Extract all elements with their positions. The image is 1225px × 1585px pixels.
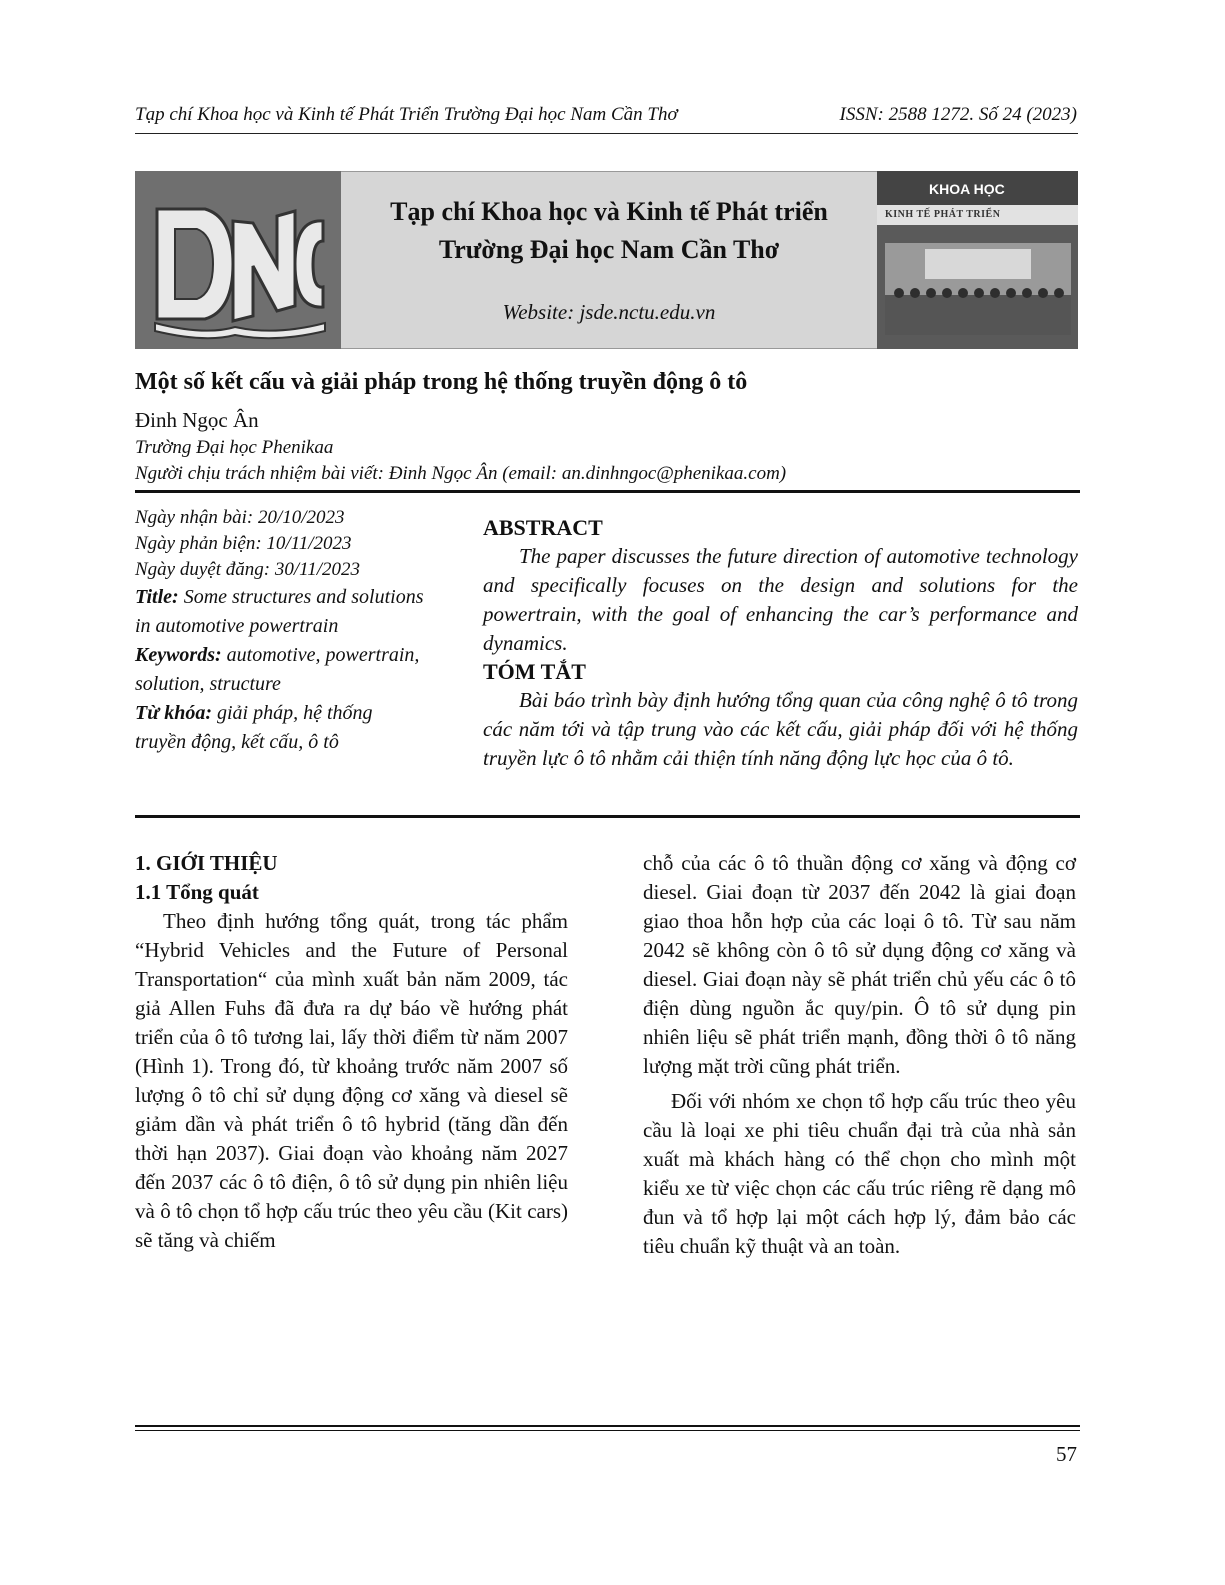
article-metadata	[135, 505, 425, 757]
footer-rule-thin	[135, 1430, 1080, 1431]
abstract-section	[483, 514, 1078, 773]
english-title-value: Some structures and solutions in automotive powertrain	[135, 586, 424, 637]
corresponding-author: Người chịu trách nhiệm bài viết: Đinh Ngọc Ân (email: an.dinhngoc@phenikaa.com)	[135, 463, 787, 484]
english-title	[135, 583, 425, 641]
group-photo-icon	[885, 243, 1071, 335]
english-title-label: Title:	[135, 586, 179, 608]
keywords	[135, 641, 425, 699]
cover-subtitle: KINH TẾ PHÁT TRIỂN	[877, 205, 1078, 225]
page-number: 57	[1056, 1442, 1077, 1466]
body-column-right	[643, 849, 1076, 1261]
running-header-left: Tạp chí Khoa học và Kinh tế Phát Triển Trường Đại học Nam Cần Thơ	[135, 104, 678, 125]
cover-title: KHOA HỌC	[877, 171, 1078, 205]
tu-khoa	[135, 699, 425, 757]
article-affiliation: Trường Đại học Phenikaa	[135, 437, 334, 458]
dnc-logo-icon	[135, 171, 341, 349]
tom-tat-text: Bài báo trình bày định hướng tổng quan của công nghệ ô tô trong các năm tới và tập trung vào các kết cấu, giải pháp đối với hệ thống truyền lực ô tô nhằm cải thiện tính năng động lực học của ô tô.	[483, 688, 1078, 770]
body-paragraph: Đối với nhóm xe chọn tổ hợp cấu trúc theo yêu cầu là loại xe phi tiêu chuẩn đại trà của nhà sản xuất mà khách hàng có thể chọn cho mình một kiểu xe từ việc chọn các cấu trúc riêng rẽ dạng mô đun và tổ hợp lại một cách hợp lý, đảm bảo các tiêu chuẩn kỹ thuật và an toàn.	[643, 1089, 1076, 1258]
abstract-text: The paper discusses the future direction of automotive technology and specifically focuses on the design and solutions for the powertrain, with the goal of enhancing the car’s performance and dynamics.	[483, 544, 1078, 655]
running-header-right: ISSN: 2588 1272. Số 24 (2023)	[839, 104, 1077, 125]
tom-tat-heading: TÓM TẮT	[483, 659, 586, 684]
date-reviewed: Ngày phản biện: 10/11/2023	[135, 533, 352, 554]
header-rule	[135, 133, 1078, 134]
subsection-heading: 1.1 Tổng quát	[135, 880, 259, 904]
body-paragraph: Theo định hướng tổng quát, trong tác phẩm “Hybrid Vehicles and the Future of Personal Transportation“ của mình xuất bản năm 2009, tác giả Allen Fuhs đã đưa ra dự báo về hướng phát triển của ô tô tương lai, lấy thời điểm từ năm 2007 (Hình 1). Trong đó, từ khoảng trước năm 2007 số lượng ô tô chỉ sử dụng động cơ xăng và diesel sẽ giảm dần và phát triển ô tô hybrid (tăng dần đến thời hạn 2037). Giai đoạn vào khoảng năm 2027 đến 2037 các ô tô điện, ô tô sử dụng pin nhiên liệu và ô tô chọn tổ hợp cấu trúc theo yêu cầu (Kit cars) sẽ tăng và chiếm	[135, 909, 568, 1252]
banner-title-line1: Tạp chí Khoa học và Kinh tế Phát triển	[390, 197, 828, 226]
journal-cover-thumbnail	[877, 171, 1078, 349]
article-author: Đinh Ngọc Ân	[135, 408, 259, 432]
body-column-left	[135, 849, 568, 1255]
footer-rule	[135, 1425, 1080, 1427]
tu-khoa-value: giải pháp, hệ thống truyền động, kết cấu, ô tô	[135, 702, 373, 753]
date-received: Ngày nhận bài: 20/10/2023	[135, 507, 345, 528]
article-title: Một số kết cấu và giải pháp trong hệ thống truyền động ô tô	[135, 369, 748, 395]
title-rule	[135, 490, 1080, 493]
banner-title	[341, 193, 877, 269]
keywords-value: automotive, powertrain, solution, structure	[135, 644, 420, 695]
date-accepted: Ngày duyệt đăng: 30/11/2023	[135, 559, 360, 580]
journal-logo	[135, 171, 341, 349]
banner-title-line2: Trường Đại học Nam Cần Thơ	[438, 235, 780, 264]
body-paragraph-continued: chỗ của các ô tô thuần động cơ xăng và động cơ diesel. Giai đoạn từ 2037 đến 2042 là giai đoạn giao thoa hỗn hợp của các loại ô tô. Từ sau năm 2042 sẽ không còn ô tô sử dụng động cơ xăng và diesel. Giai đoạn này sẽ phát triển chủ yếu các ô tô điện dùng nguồn ắc quy/pin. Ô tô sử dụng pin nhiên liệu sẽ phát triển mạnh, đồng thời ô tô năng lượng mặt trời cũng phát triển.	[643, 851, 1076, 1078]
keywords-label: Keywords:	[135, 644, 222, 666]
banner-website: Website: jsde.nctu.edu.vn	[502, 300, 716, 324]
tu-khoa-label: Từ khóa:	[135, 702, 212, 724]
abstract-heading: ABSTRACT	[483, 515, 603, 540]
section-heading: 1. GIỚI THIỆU	[135, 851, 278, 875]
abstract-rule	[135, 815, 1080, 818]
cover-photo-image	[885, 243, 1071, 335]
